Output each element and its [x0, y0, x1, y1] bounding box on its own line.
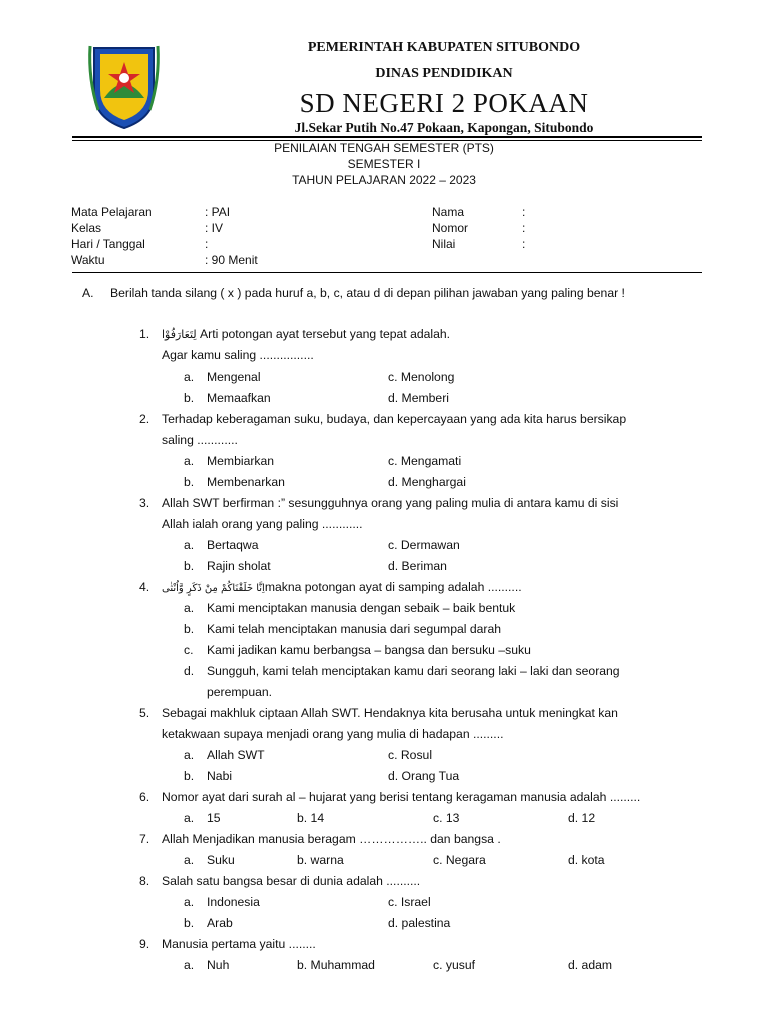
question-text-cont: saling ............ — [162, 433, 238, 447]
school-address: Jl.Sekar Putih No.47 Pokaan, Kapongan, Situbondo — [294, 120, 594, 135]
option-a[interactable]: Suku — [207, 853, 235, 867]
info-label-class: Kelas — [71, 221, 102, 235]
option-c[interactable]: c. Negara — [433, 853, 486, 867]
option-d[interactable]: d. palestina — [388, 916, 451, 930]
option-d-cont: perempuan. — [207, 685, 273, 699]
arabic-text: لِتَعَارَفُوْا — [162, 328, 197, 341]
info-label-date: Hari / Tanggal — [71, 237, 145, 251]
option-letter: b. — [184, 559, 195, 573]
option-d[interactable]: d. adam — [568, 958, 613, 972]
question-text: Allah SWT berfirman :” sesungguhnya orang yang paling mulia di antara kamu di sisi — [162, 496, 619, 510]
question-text — [162, 327, 450, 341]
option-d[interactable]: d. Menghargai — [388, 475, 466, 489]
question-number: 1. — [139, 327, 150, 341]
question-text: Terhadap keberagaman suku, budaya, dan kepercayaan yang ada kita harus bersikap — [162, 412, 627, 426]
question-text-part: makna potongan ayat di samping adalah .......... — [264, 580, 522, 594]
option-b[interactable]: b. warna — [297, 853, 344, 867]
section-instruction: Berilah tanda silang ( x ) pada huruf a, b, c, atau d di depan pilihan jawaban yang paling benar ! — [110, 286, 625, 300]
option-c[interactable]: c. Mengamati — [388, 454, 462, 468]
info-value-number: : — [522, 221, 526, 235]
option-b[interactable]: Arab — [207, 916, 233, 930]
option-c[interactable]: c. Dermawan — [388, 538, 460, 552]
question-text-cont: ketakwaan supaya menjadi orang yang mulia di hadapan ......... — [162, 727, 504, 741]
question-text-cont: Allah ialah orang yang paling ............ — [162, 517, 363, 531]
option-c[interactable]: c. Menolong — [388, 370, 455, 384]
option-letter: a. — [184, 601, 195, 615]
info-value-class: : IV — [205, 221, 224, 235]
option-b[interactable]: b. Muhammad — [297, 958, 375, 972]
option-letter: a. — [184, 370, 195, 384]
option-d[interactable]: Sungguh, kami telah menciptakan kamu dari seorang laki – laki dan seorang — [207, 664, 620, 678]
question-text: Sebagai makhluk ciptaan Allah SWT. Hendaknya kita berusaha untuk meningkat kan — [162, 706, 618, 720]
option-b[interactable]: Nabi — [207, 769, 233, 783]
option-c[interactable]: Kami jadikan kamu berbangsa – bangsa dan bersuku –suku — [207, 643, 531, 657]
question-text: Allah Menjadikan manusia beragam …………….. dan bangsa . — [162, 832, 501, 846]
question-number: 2. — [139, 412, 150, 426]
option-letter: c. — [184, 643, 194, 657]
arabic-text: اِنَّا خَلَقْنَاكُمْ مِنْ ذَكَرٍ وَّاُنْثٰى — [162, 583, 265, 594]
option-letter: b. — [184, 391, 195, 405]
question-text: Manusia pertama yaitu ........ — [162, 937, 316, 951]
info-divider — [72, 272, 702, 273]
option-letter: a. — [184, 853, 195, 867]
info-value-time: : 90 Menit — [205, 253, 258, 267]
question-text: Nomor ayat dari surah al – hujarat yang berisi tentang keragaman manusia adalah ......... — [162, 790, 641, 804]
letterhead-line1: PEMERINTAH KABUPATEN SITUBONDO — [307, 40, 581, 55]
question-number: 4. — [139, 580, 150, 594]
option-a[interactable]: Allah SWT — [207, 748, 265, 762]
info-label-subject: Mata Pelajaran — [71, 205, 152, 219]
option-d[interactable]: d. 12 — [568, 811, 596, 825]
option-letter: a. — [184, 895, 195, 909]
option-c[interactable]: c. 13 — [433, 811, 460, 825]
option-c[interactable]: c. Rosul — [388, 748, 433, 762]
question-number: 5. — [139, 706, 150, 720]
question-number: 7. — [139, 832, 150, 846]
option-a[interactable]: Membiarkan — [207, 454, 275, 468]
option-c[interactable]: c. Israel — [388, 895, 431, 909]
option-letter: a. — [184, 811, 195, 825]
info-label-time: Waktu — [71, 253, 105, 267]
question-text — [162, 580, 522, 594]
question-text-part: Arti potongan ayat tersebut yang tepat adalah. — [196, 327, 451, 341]
question-text-cont: Agar kamu saling ................ — [162, 348, 314, 362]
option-a[interactable]: Mengenal — [207, 370, 261, 384]
question-number: 3. — [139, 496, 150, 510]
option-letter: a. — [184, 958, 195, 972]
option-d[interactable]: d. Beriman — [388, 559, 447, 573]
option-b[interactable]: Rajin sholat — [207, 559, 271, 573]
question-number: 6. — [139, 790, 150, 804]
option-a[interactable]: 15 — [207, 811, 221, 825]
exam-title-line2: SEMESTER I — [347, 157, 421, 171]
letterhead-line2: DINAS PENDIDIKAN — [375, 66, 513, 81]
info-label-number: Nomor — [432, 221, 469, 235]
option-letter: b. — [184, 475, 195, 489]
question-number: 9. — [139, 937, 150, 951]
option-b[interactable]: Kami telah menciptakan manusia dari segumpal darah — [207, 622, 502, 636]
question-number: 8. — [139, 874, 150, 888]
letterhead-divider — [72, 136, 702, 138]
option-d[interactable]: d. Memberi — [388, 391, 449, 405]
option-a[interactable]: Indonesia — [207, 895, 260, 909]
info-value-score: : — [522, 237, 526, 251]
info-label-name: Nama — [432, 205, 465, 219]
option-d[interactable]: d. kota — [568, 853, 605, 867]
info-value-subject: : PAI — [205, 205, 231, 219]
option-letter: a. — [184, 748, 195, 762]
option-a[interactable]: Kami menciptakan manusia dengan sebaik – baik bentuk — [207, 601, 516, 615]
option-letter: a. — [184, 538, 195, 552]
option-a[interactable]: Bertaqwa — [207, 538, 259, 552]
school-name: SD NEGERI 2 POKAAN — [299, 88, 589, 118]
section-marker: A. — [82, 286, 94, 300]
exam-title-line3: TAHUN PELAJARAN 2022 – 2023 — [292, 173, 476, 187]
option-letter: d. — [184, 664, 195, 678]
option-b[interactable]: Membenarkan — [207, 475, 285, 489]
option-c[interactable]: c. yusuf — [433, 958, 475, 972]
option-b[interactable]: Memaafkan — [207, 391, 271, 405]
option-d[interactable]: d. Orang Tua — [388, 769, 460, 783]
exam-title-line1: PENILAIAN TENGAH SEMESTER (PTS) — [274, 141, 494, 155]
option-letter: b. — [184, 622, 195, 636]
option-b[interactable]: b. 14 — [297, 811, 325, 825]
info-value-date: : — [205, 237, 209, 251]
info-label-score: Nilai — [432, 237, 456, 251]
option-a[interactable]: Nuh — [207, 958, 230, 972]
option-letter: a. — [184, 454, 195, 468]
option-letter: b. — [184, 916, 195, 930]
info-value-name: : — [522, 205, 526, 219]
option-letter: b. — [184, 769, 195, 783]
question-text: Salah satu bangsa besar di dunia adalah .......... — [162, 874, 421, 888]
